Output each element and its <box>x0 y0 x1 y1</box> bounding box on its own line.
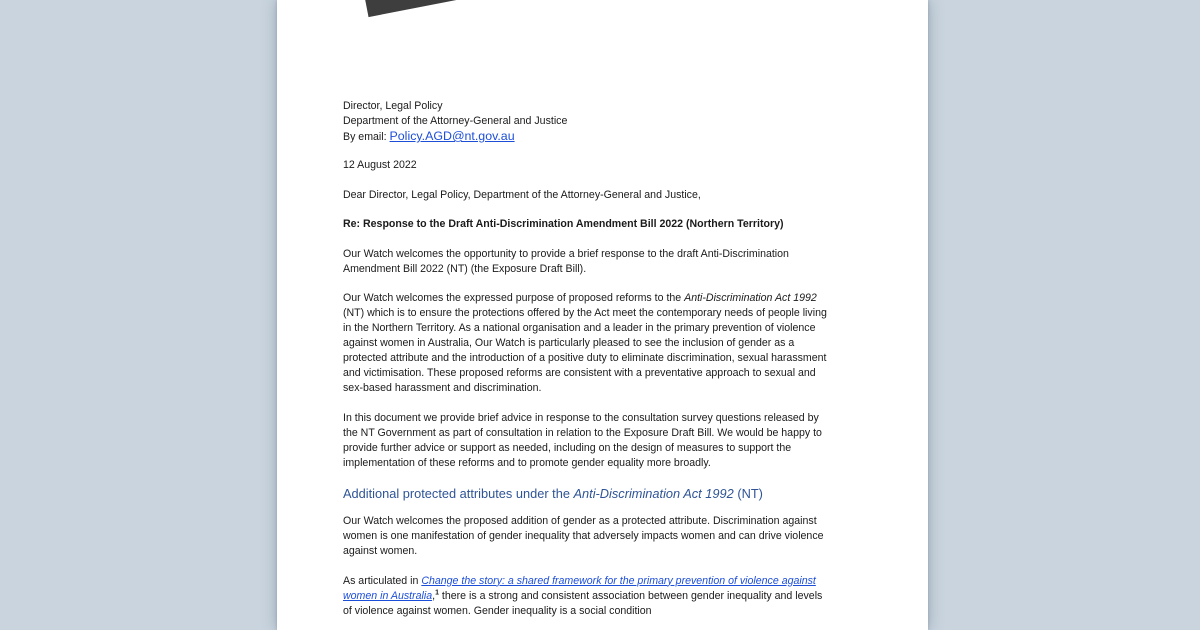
recipient-department: Department of the Attorney-General and Justice <box>343 115 568 127</box>
recipient-email-line <box>343 129 833 144</box>
subject-line: Re: Response to the Draft Anti-Discrimination Amendment Bill 2022 (Northern Territory) <box>343 218 784 230</box>
paragraph-change-the-story <box>343 574 833 619</box>
paragraph-text: there is a strong and consistent association between gender inequality and levels of violence against women. Gender inequality is a social condition <box>343 589 823 617</box>
paragraph-advice: In this document we provide brief advice in response to the consultation survey questions released by the NT Government as part of consultation in relation to the Exposure Draft Bill. We would be happy to provide further advice or support as needed, including on the design of measures to support the implementation of these reforms and to promote gender equality more broadly. <box>343 411 822 469</box>
change-the-story-link[interactable]: Change the story: a shared framework for the primary prevention of violence against women in Australia <box>343 574 816 602</box>
heading-text: (NT) <box>733 486 763 501</box>
paragraph-text: Our Watch welcomes the expressed purpose of proposed reforms to the <box>343 292 685 304</box>
paragraph-text: As articulated in <box>343 574 422 587</box>
paragraph-gender-attribute: Our Watch welcomes the proposed addition of gender as a protected attribute. Discrimination against women is one manifestation of gender inequality that adversely impacts women and can drive violence against women. <box>343 515 824 557</box>
paragraph-text: (NT) which is to ensure the protections offered by the Act meet the contemporary needs of people living in the Northern Territory. As a national organisation and a leader in the primary prevention of violence against women in Australia, Our Watch is particularly pleased to see the inclusion of gender as a protected attribute and the introduction of a positive duty to eliminate discrimination, sexual harassment and victimisation. These proposed reforms are consistent with a preventative approach to sexual and sex-based harassment and discrimination. <box>343 307 827 394</box>
heading-text: Additional protected attributes under the <box>343 486 574 501</box>
footnote-marker[interactable]: 1 <box>435 588 439 596</box>
email-link[interactable]: Policy.AGD@nt.gov.au <box>389 129 515 143</box>
act-title: Anti-Discrimination Act 1992 <box>684 292 817 304</box>
section-heading <box>343 485 833 502</box>
paragraph-text: , <box>432 589 436 602</box>
heading-act-title: Anti-Discrimination Act 1992 <box>573 486 734 501</box>
salutation: Dear Director, Legal Policy, Department of the Attorney-General and Justice, <box>343 188 701 201</box>
email-label: By email: <box>343 131 387 143</box>
our-watch-logo <box>359 0 494 17</box>
recipient-title: Director, Legal Policy <box>343 100 443 112</box>
letter-date: 12 August 2022 <box>343 159 417 171</box>
document-page <box>277 0 928 630</box>
letter-body <box>343 99 833 630</box>
recipient-address <box>343 99 833 144</box>
paragraph-purpose <box>343 291 833 396</box>
paragraph-intro: Our Watch welcomes the opportunity to provide a brief response to the draft Anti-Discrimination Amendment Bill 2022 (NT) (the Exposure Draft Bill). <box>343 247 789 275</box>
